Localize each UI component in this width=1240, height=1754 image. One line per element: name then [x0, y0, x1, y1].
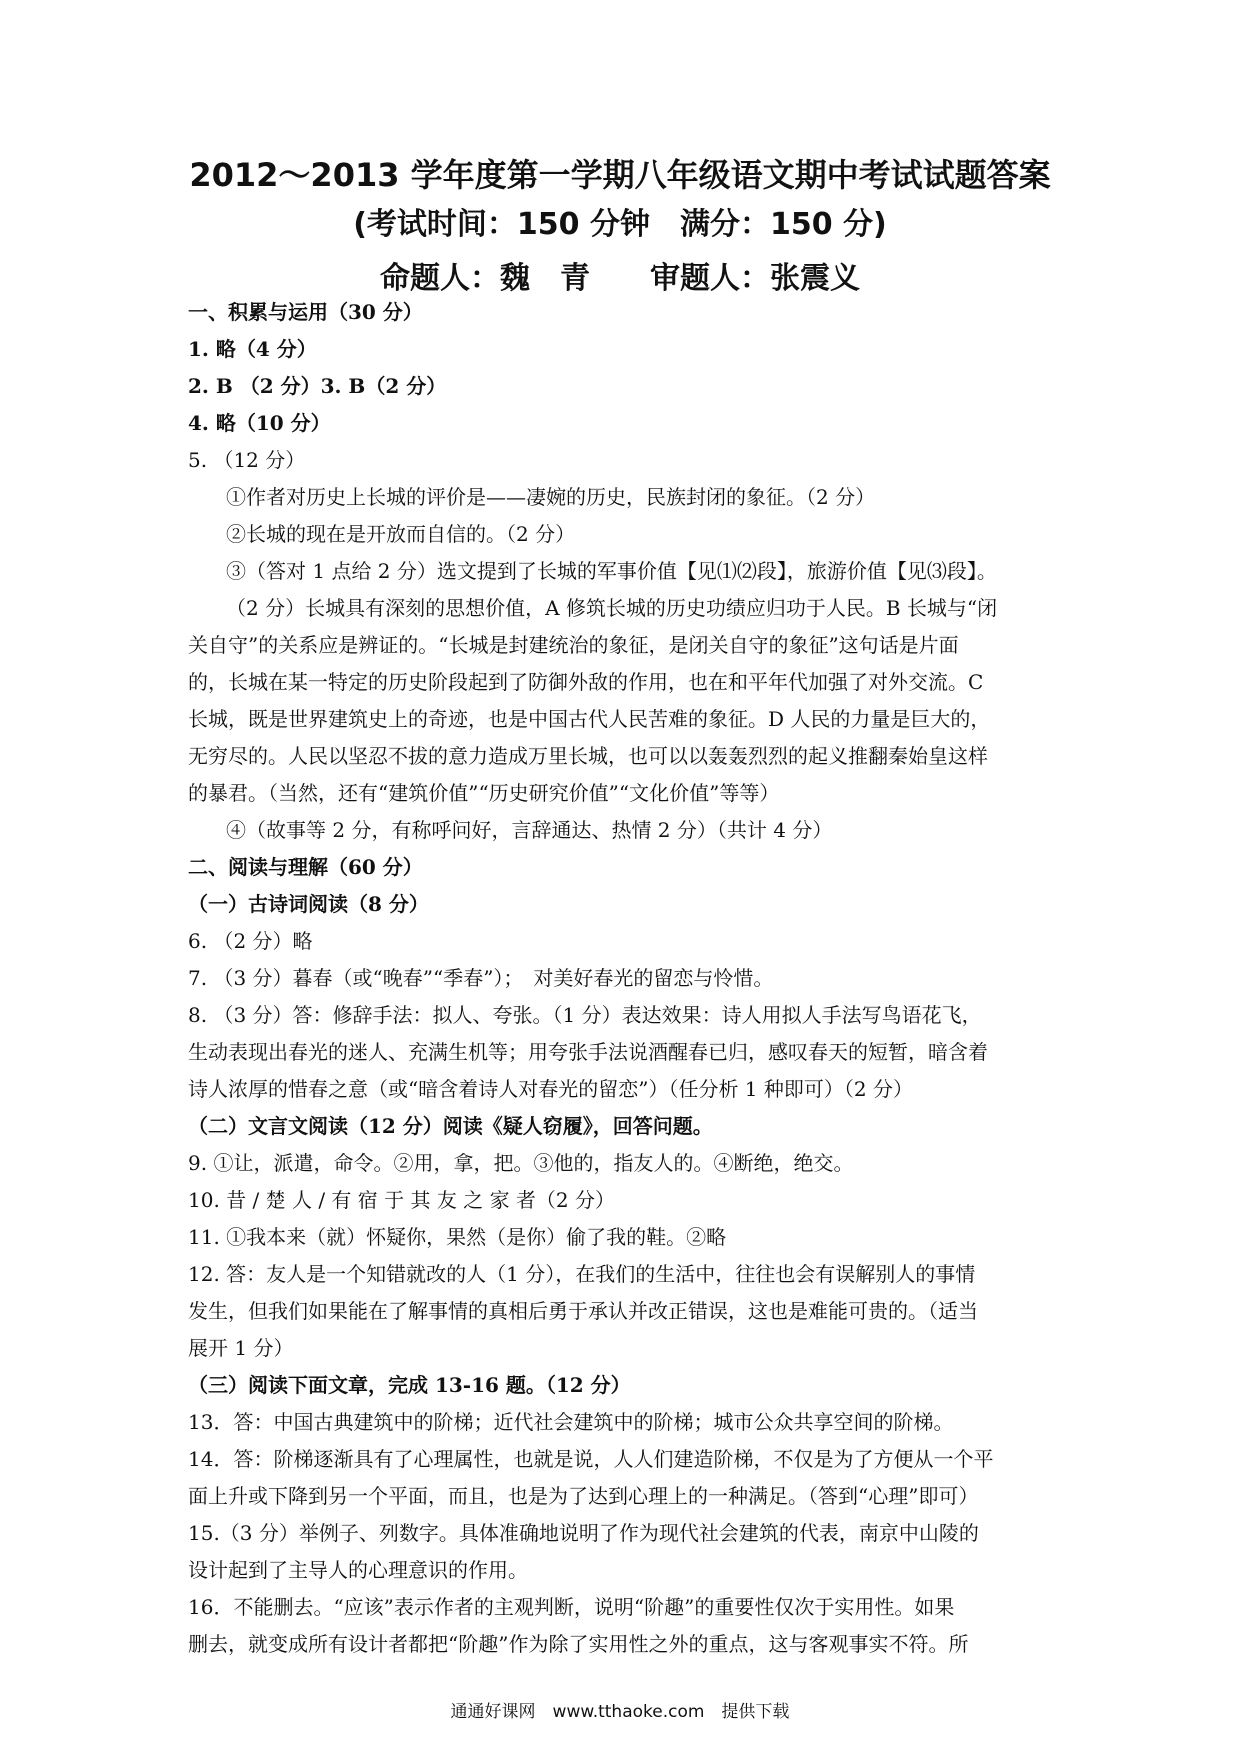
answer-line: 发生，但我们如果能在了解事情的真相后勇于承认并改正错误，这也是难能可贵的。（适当	[188, 1299, 978, 1323]
answer-line: ①作者对历史上长城的评价是——凄婉的历史，民族封闭的象征。（2 分）	[226, 485, 876, 509]
answer-line: 的，长城在某一特定的历史阶段起到了防御外敌的作用，也在和平年代加强了对外交流。C	[188, 670, 984, 694]
section-heading: 2. B （2 分）3. B（2 分）	[188, 374, 447, 398]
answer-line: 删去，就变成所有设计者都把“阶趣”作为除了实用性之外的重点，这与客观事实不符。所	[188, 1632, 969, 1656]
answer-line: 9. ①让，派遣，命令。②用，拿，把。③他的，指友人的。④断绝，绝交。	[188, 1151, 854, 1175]
answer-line: 11. ①我本来（就）怀疑你，果然（是你）偷了我的鞋。②略	[188, 1225, 727, 1249]
answer-line: 13．答：中国古典建筑中的阶梯；近代社会建筑中的阶梯；城市公众共享空间的阶梯。	[188, 1410, 954, 1434]
section-heading: 二、阅读与理解（60 分）	[188, 855, 423, 879]
answer-line: 5. （12 分）	[188, 448, 306, 472]
exam-info: (考试时间：150 分钟 满分：150 分)	[353, 207, 887, 242]
answer-line: 设计起到了主导人的心理意识的作用。	[188, 1558, 528, 1582]
answer-line: 16．不能删去。“应该”表示作者的主观判断，说明“阶趣”的重要性仅次于实用性。如果	[188, 1595, 955, 1619]
section-heading: （二）文言文阅读（12 分）阅读《疑人窃履》，回答问题。	[188, 1114, 713, 1138]
answer-line: 面上升或下降到另一个平面，而且，也是为了达到心理上的一种满足。（答到“心理”即可）	[188, 1484, 979, 1508]
answer-line: 12. 答：友人是一个知错就改的人（1 分），在我们的生活中，往往也会有误解别人的事情	[188, 1262, 976, 1286]
answer-line: ④（故事等 2 分，有称呼问好，言辞通达、热情 2 分）（共计 4 分）	[226, 818, 833, 842]
answer-body	[188, 294, 1058, 1663]
answer-line: ③（答对 1 点给 2 分）选文提到了长城的军事价值【见⑴⑵段】，旅游价值【见⑶段】。	[226, 559, 997, 583]
footer-note: 通通好课网 www.tthaoke.com 提供下载	[450, 1702, 790, 1722]
answer-line: 长城，既是世界建筑史上的奇迹，也是中国古代人民苦难的象征。D 人民的力量是巨大的，	[188, 707, 991, 731]
answer-line: 诗人浓厚的惜春之意（或“暗含着诗人对春光的留恋”）（任分析 1 种即可）（2 分）	[188, 1077, 913, 1101]
section-heading: 1. 略（4 分）	[188, 337, 317, 361]
answer-line: 7. （3 分）暮春（或“晚春”“季春”）； 对美好春光的留恋与怜惜。	[188, 966, 774, 990]
answer-line: （2 分）长城具有深刻的思想价值，A 修筑长城的历史功绩应归功于人民。B 长城与“闭	[226, 596, 998, 620]
page-title: 2012～2013 学年度第一学期八年级语文期中考试试题答案	[189, 156, 1051, 194]
section-heading: 一、积累与运用（30 分）	[188, 300, 423, 324]
answer-line: 8. （3 分）答：修辞手法：拟人、夸张。（1 分）表达效果：诗人用拟人手法写鸟语花飞，	[188, 1003, 982, 1027]
answer-line: 生动表现出春光的迷人、充满生机等；用夸张手法说酒醒春已归，感叹春天的短暂，暗含着	[188, 1040, 988, 1064]
answer-line: 14．答：阶梯逐渐具有了心理属性，也就是说，人人们建造阶梯，不仅是为了方便从一个平	[188, 1447, 994, 1471]
answer-line: 的暴君。（当然，还有“建筑价值”“历史研究价值”“文化价值”等等）	[188, 781, 780, 805]
title-block	[0, 150, 1240, 308]
answer-line: 展开 1 分）	[188, 1336, 294, 1360]
section-heading: 4. 略（10 分）	[188, 411, 331, 435]
answer-line: 关自守”的关系应是辨证的。“长城是封建统治的象征，是闭关自守的象征”这句话是片面	[188, 633, 959, 657]
answer-line: 无穷尽的。人民以坚忍不拔的意力造成万里长城，也可以以轰轰烈烈的起义推翻秦始皇这样	[188, 744, 988, 768]
section-heading: （一）古诗词阅读（8 分）	[188, 892, 429, 916]
answer-line: 15.（3 分）举例子、列数字。具体准确地说明了作为现代社会建筑的代表，南京中山陵的	[188, 1521, 979, 1545]
authors-line: 命题人：魏 青 审题人：张震义	[380, 261, 860, 296]
answer-line: 10. 昔 / 楚 人 / 有 宿 于 其 友 之 家 者（2 分）	[188, 1188, 616, 1212]
answer-line: ②长城的现在是开放而自信的。（2 分）	[226, 522, 576, 546]
section-heading: （三）阅读下面文章，完成 13-16 题。（12 分）	[188, 1373, 631, 1397]
answer-line: 6. （2 分）略	[188, 929, 313, 953]
